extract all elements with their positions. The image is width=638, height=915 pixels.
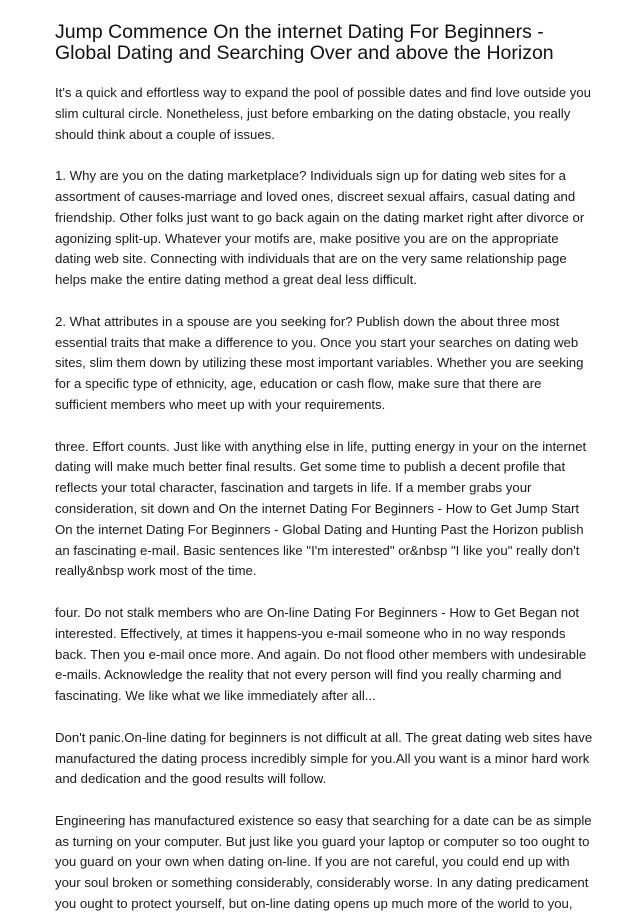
title-line-2: Global Dating and Searching Over and above the Horizon <box>55 42 554 64</box>
paragraph-point-2: 2. What attributes in a spouse are you seeking for? Publish down the about three most essential traits that make a difference to you. Once you start your searches on dating web sites, slim them down by utilizing these most important variables. Whether you are seeking for a specific type of ethnicity, age, education or cash flow, make sure that there are sufficient members who meet up with your requirements. <box>55 313 584 412</box>
paragraph-point-1: 1. Why are you on the dating marketplace? Individuals sign up for dating web sites for a assortment of causes-marriage and loved ones, discreet sexual affairs, casual dating and friendship. Other folks just want to go back again on the dating market right after divorce or agonizing split-up. Whatever your motifs are, make positive you are on the appropriate dating web site. Connecting with individuals that are on the very same relationship page helps make the entire dating method a great deal less difficult. <box>55 168 585 288</box>
document-page <box>55 22 595 915</box>
document-title <box>55 22 595 64</box>
paragraph-dont-panic: Don't panic.On-line dating for beginners is not difficult at all. The great dating web sites have manufactured the dating process incredibly simple for you.All you want is a minor hard work and dedication and the good results will follow. <box>55 729 593 787</box>
paragraph-intro: It's a quick and effortless way to expand the pool of possible dates and find love outside you slim cultural circle. Nonetheless, just before embarking on the dating obstacle, you really should think about a couple of issues. <box>55 85 591 142</box>
paragraph-engineering: Engineering has manufactured existence so easy that searching for a date can be as simple as turning on your computer. But just like you guard your laptop or computer so too ought to you guard on your own when dating on-line. If you are not careful, you could end up with your soul broken or something considerably, considerably worse. In any dating predicament you ought to protect yourself, but on-line dating opens up much more of the world to you, <box>55 812 592 912</box>
paragraph-point-4: four. Do not stalk members who are On-line Dating For Beginners - How to Get Began not interested. Effectively, at times it happens-you e-mail someone who in no way responds back. Then you e-mail once more. And again. Do not flood other members with undesirable e-mails. Acknowledge the reality that not every person will find you really charming and fascinating. We like what we like immediately after all... <box>55 604 587 704</box>
title-line-1: Jump Commence On the internet Dating For Beginners - <box>55 21 544 43</box>
paragraph-point-3: three. Effort counts. Just like with anything else in life, putting energy in your on the internet dating will make much better final results. Get some time to publish a decent profile that reflects your total character, fascination and targets in life. If a member grabs your consideration, sit down and On the internet Dating For Beginners - How to Get Jump Start On the internet Dating For Beginners - Global Dating and Hunting Past the Horizon publish an fascinating e-mail. Basic sentences like "I'm interested" or&nbsp "I like you" really don't really&nbsp work most of the time. <box>55 438 587 579</box>
